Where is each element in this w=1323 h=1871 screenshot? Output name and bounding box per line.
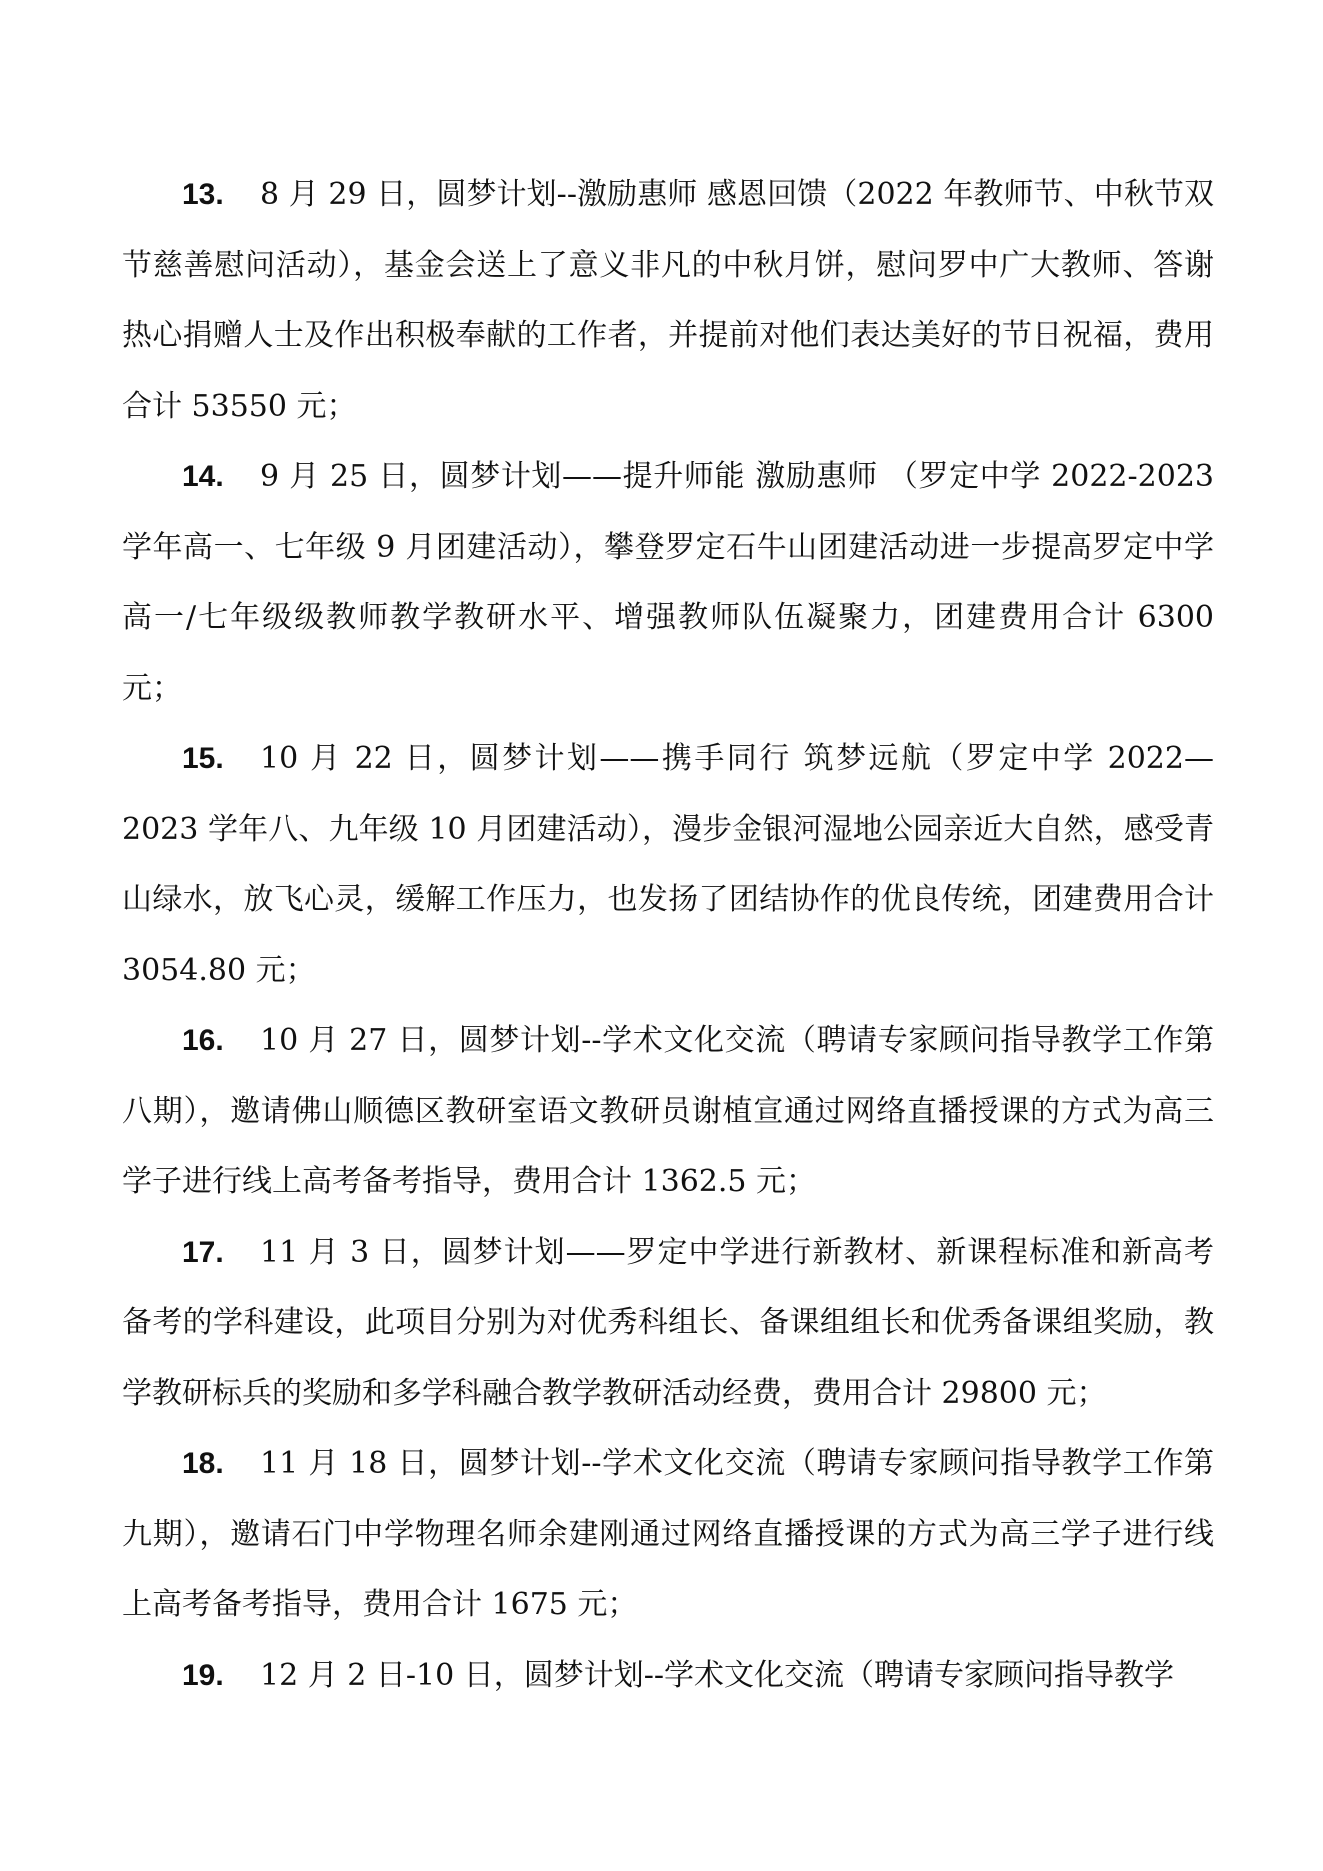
item-text: 11 月 3 日，圆梦计划——罗定中学进行新教材、新课程标准和新高考备考的学科建设，此项目分别为对优秀科组长、备课组组长和优秀备课组奖励，教学教研标兵的奖励和多学科融合教学教研活动经费，费用合计 29800 元；	[122, 1234, 1214, 1411]
item-number: 16.	[182, 1024, 224, 1057]
item-number: 18.	[182, 1447, 224, 1480]
item-text: 12 月 2 日-10 日，圆梦计划--学术文化交流（聘请专家顾问指导教学	[260, 1657, 1174, 1693]
item-text: 10 月 22 日，圆梦计划——携手同行 筑梦远航（罗定中学 2022—2023 学年八、九年级 10 月团建活动），漫步金银河湿地公园亲近大自然，感受青山绿水，放飞心灵，缓解工作压力，也发扬了团结协作的优良传统，团建费用合计 3054.80 元；	[122, 741, 1214, 988]
item-text: 8 月 29 日，圆梦计划--激励惠师 感恩回馈（2022 年教师节、中秋节双节慈善慰问活动），基金会送上了意义非凡的中秋月饼，慰问罗中广大教师、答谢热心捐赠人士及作出积极奉献的工作者，并提前对他们表达美好的节日祝福，费用合计 53550 元；	[122, 177, 1214, 424]
list-item	[122, 160, 1214, 442]
list-item	[122, 1006, 1214, 1218]
item-number: 17.	[182, 1235, 224, 1269]
document-body	[122, 160, 1214, 1711]
list-item	[122, 442, 1214, 724]
item-number: 13.	[182, 178, 224, 211]
list-item	[122, 1218, 1214, 1430]
list-item	[122, 1641, 1214, 1712]
list-item	[122, 724, 1214, 1006]
item-number: 14.	[182, 460, 224, 493]
item-number: 19.	[182, 1658, 224, 1692]
item-number: 15.	[182, 742, 224, 775]
list-item	[122, 1429, 1214, 1641]
item-text: 11 月 18 日，圆梦计划--学术文化交流（聘请专家顾问指导教学工作第九期），邀请石门中学物理名师余建刚通过网络直播授课的方式为高三学子进行线上高考备考指导，费用合计 1675 元；	[122, 1446, 1214, 1622]
item-text: 10 月 27 日，圆梦计划--学术文化交流（聘请专家顾问指导教学工作第八期），邀请佛山顺德区教研室语文教研员谢植宣通过网络直播授课的方式为高三学子进行线上高考备考指导，费用合计 1362.5 元；	[122, 1023, 1214, 1199]
item-text: 9 月 25 日，圆梦计划——提升师能 激励惠师 （罗定中学 2022-2023 学年高一、七年级 9 月团建活动），攀登罗定石牛山团建活动进一步提高罗定中学高一/七年级级教师教学教研水平、增强教师队伍凝聚力，团建费用合计 6300 元；	[122, 459, 1214, 706]
